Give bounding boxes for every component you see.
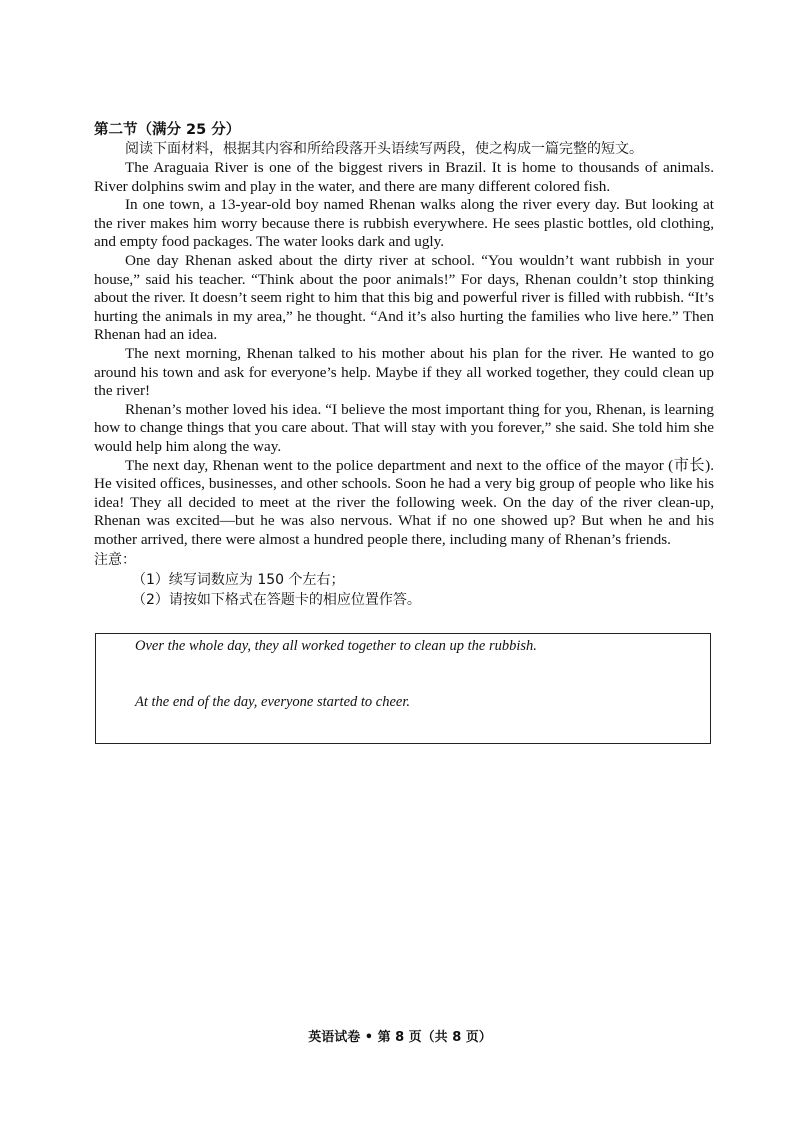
section-instruction: 阅读下面材料，根据其内容和所给段落开头语续写两段，使之构成一篇完整的短文。 xyxy=(125,141,643,157)
passage-paragraph-5: Rhenan’s mother loved his idea. “I believe the most important thing for you, Rhenan, is learning how to change things that you care about. That will stay with you forever,” she said. She told him she would help him along the way. xyxy=(94,400,714,455)
passage-paragraph-3: One day Rhenan asked about the dirty river at school. “You wouldn’t want rubbish in your house,” said his teacher. “Think about the poor animals!” For days, Rhenan couldn’t stop thinking about the river. It doesn’t seem right to him that this big and powerful river is filled with rubbish. “It’s hurting the animals in my area,” he thought. “And it’s also hurting the families who live here.” Then Rhenan had an idea. xyxy=(94,251,714,344)
section-title: 第二节（满分 25 分） xyxy=(94,122,241,138)
passage-paragraph-1: The Araguaia River is one of the biggest rivers in Brazil. It is home to thousands of animals. River dolphins swim and play in the water, and there are many different colored fish. xyxy=(94,159,714,195)
note-item-1: （1）续写词数应为 150 个左右； xyxy=(132,572,345,589)
page-footer: 英语试卷 • 第 8 页（共 8 页） xyxy=(308,1030,492,1045)
paragraph-starter-1: Over the whole day, they all worked together to clean up the rubbish. xyxy=(135,638,537,654)
passage-paragraph-2: In one town, a 13-year-old boy named Rhenan walks along the river every day. But looking at the river makes him worry because there is rubbish everywhere. He sees plastic bottles, old clothing, and empty food packages. The water looks dark and ugly. xyxy=(94,196,714,251)
note-item-2: （2）请按如下格式在答题卡的相应位置作答。 xyxy=(132,592,421,609)
passage-paragraph-4: The next morning, Rhenan talked to his mother about his plan for the river. He wanted to go around his town and ask for everyone’s help. Maybe if they all worked together, they could clean up the river! xyxy=(94,344,714,400)
passage-paragraph-6: The next day, Rhenan went to the police department and next to the office of the mayor (市长). He visited offices, businesses, and other schools. Soon he had a very big group of people who like his idea! They all decided to meet at the river the following week. On the day of the river clean-up, Rhenan was excited—but he was also nervous. What if no one showed up? But when he and his mother arrived, there were almost a hundred people there, including many of Rhenan’s friends. xyxy=(94,456,714,548)
answer-format-box xyxy=(95,633,711,744)
notes-title: 注意： xyxy=(94,552,136,569)
paragraph-starter-2: At the end of the day, everyone started to cheer. xyxy=(135,694,411,710)
exam-page-content xyxy=(94,121,714,610)
